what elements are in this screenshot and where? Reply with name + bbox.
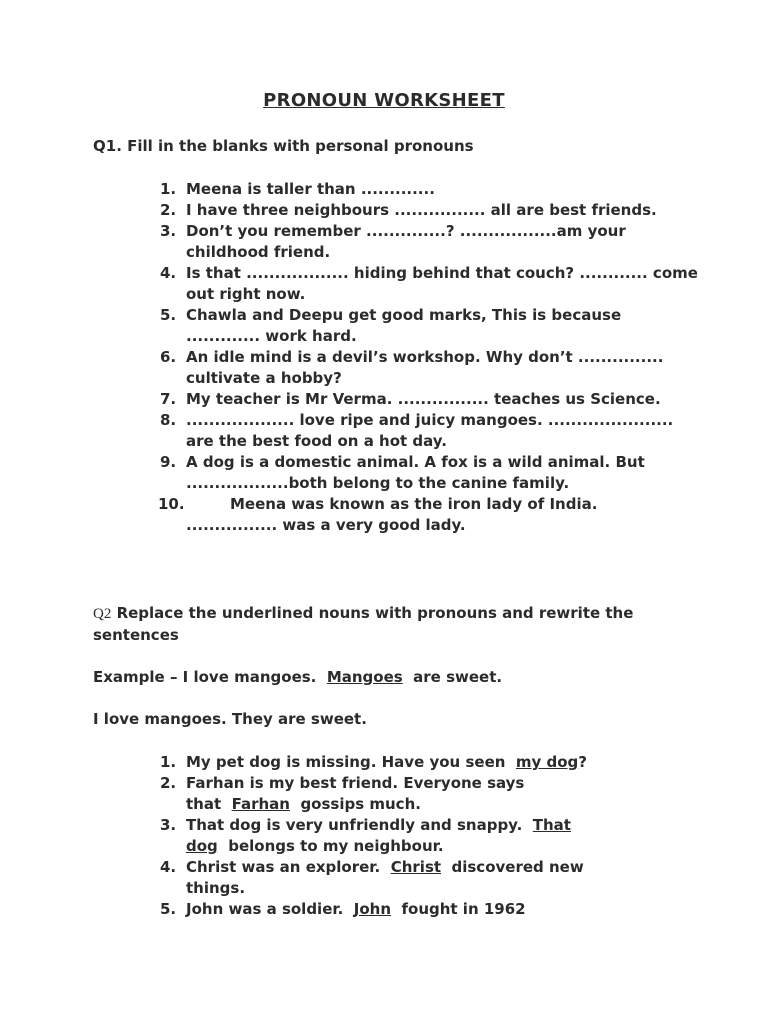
- list-item: 3. That dog is very unfriendly and snappy. That dog belongs to my neighbour.: [160, 816, 571, 855]
- underlined-noun: That dog: [186, 816, 571, 855]
- q2-example: Example – I love mangoes. Mangoes are sweet.: [93, 668, 503, 686]
- list-item: 5. Chawla and Deepu get good marks, This is because ............. work hard.: [160, 306, 622, 345]
- list-item: 9. A dog is a domestic animal. A fox is a wild animal. But ..................both belong to the canine family.: [160, 453, 645, 492]
- q2-heading: Q2 Replace the underlined nouns with pronouns and rewrite the sentences: [93, 604, 634, 644]
- underlined-noun: Farhan: [231, 795, 290, 813]
- underlined-noun: Mangoes: [326, 668, 403, 686]
- underlined-noun: Christ: [390, 858, 442, 876]
- list-item: 2. I have three neighbours ................ all are best friends.: [160, 201, 657, 219]
- underlined-noun: John: [353, 900, 392, 918]
- list-item: 5. John was a soldier. John fought in 1962: [160, 900, 526, 918]
- list-item: 2. Farhan is my best friend. Everyone says that Farhan gossips much.: [160, 774, 525, 813]
- list-item: 1. My pet dog is missing. Have you seen my dog?: [160, 753, 587, 771]
- list-item: 6. An idle mind is a devil’s workshop. Why don’t ............... cultivate a hobby?: [160, 348, 664, 387]
- list-item: 3. Don’t you remember ..............? .................am your childhood friend.: [160, 222, 626, 261]
- q2-example-answer: I love mangoes. They are sweet.: [93, 710, 367, 728]
- q2-list: [160, 752, 630, 920]
- underlined-noun: my dog: [515, 753, 579, 771]
- q1-heading: Q1. Fill in the blanks with personal pronouns: [93, 137, 474, 155]
- list-item: 8. ................... love ripe and juicy mangoes. ...................... are the best food on a hot day.: [160, 411, 674, 450]
- list-item: 7. My teacher is Mr Verma. ................ teaches us Science.: [160, 390, 661, 408]
- q1-list: [160, 179, 700, 536]
- page-title: PRONOUN WORKSHEET: [263, 90, 505, 111]
- list-item: 1. Meena is taller than .............: [160, 180, 435, 198]
- list-item: 10. Meena was known as the iron lady of India. ................ was a very good lady.: [158, 495, 598, 534]
- list-item: 4. Christ was an explorer. Christ discovered new things.: [160, 858, 584, 897]
- list-item: 4. Is that .................. hiding behind that couch? ............ come out right now.: [160, 264, 698, 303]
